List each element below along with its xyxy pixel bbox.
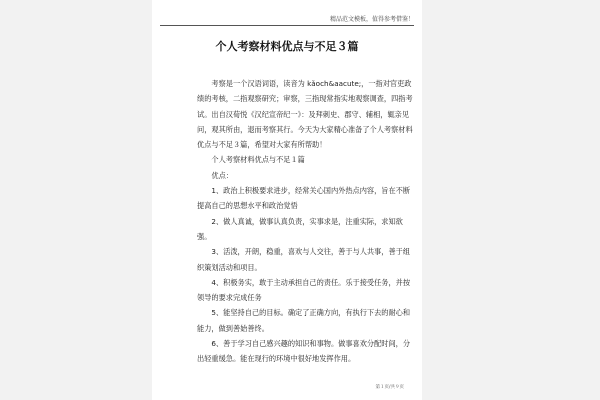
document-body [197, 76, 415, 367]
paragraph-item-3: 3、活泼，开朗，稳重，喜欢与人交往，善于与人共事，善于组织策划活动和项目。 [197, 247, 411, 272]
document-page [152, 0, 422, 400]
header-divider [160, 25, 414, 26]
paragraph-item-4: 4、积极务实，敢于主动承担自己的责任。乐于接受任务，并按领导的要求完成任务 [197, 277, 411, 303]
paragraph-section-heading: 个人考察材料优点与不足１篇 [211, 155, 305, 165]
paragraph-item-1: 1、政治上积极要求进步，经常关心国内外热点内容，旨在不断提高自己的思想水平和政治觉悟 [197, 186, 411, 211]
page-number: 第１页/共９页 [375, 385, 404, 390]
paragraph-item-2: 2、做人真诚，做事认真负责，实事求是，注重实际，求知欲强。 [197, 216, 403, 241]
header-tagline: 精品范文模板，值得参考借鉴！ [329, 16, 414, 23]
paragraph-strengths-label: 优点： [211, 170, 233, 180]
paragraph-item-5: 5、能坚持自己的目标。确定了正确方向，有执行下去的耐心和能力，做到善始善终。 [197, 308, 411, 333]
paragraph-intro: 考察是一个汉语词语，读音为 kǎoch&aacute;，一指对官吏政绩的考核，二指观察研究；审察，三指现常指实地观察调查，四指考试。出自汉荀悦《汉纪宣帝纪一》：及拜刺史、郡守、辅相，辄亲见问，观其所由，退而考察其行。今天为大家精心准备了个人考察材料优点与不足３篇，希望对大家有所帮助！ [197, 79, 413, 150]
paragraph-item-6: 6、善于学习自己感兴趣的知识和事物。做事喜欢分配时间，分出轻重缓急。能在现行的环境中很好地发挥作用。 [197, 339, 411, 364]
document-title: 个人考察材料优点与不足３篇 [215, 40, 359, 53]
